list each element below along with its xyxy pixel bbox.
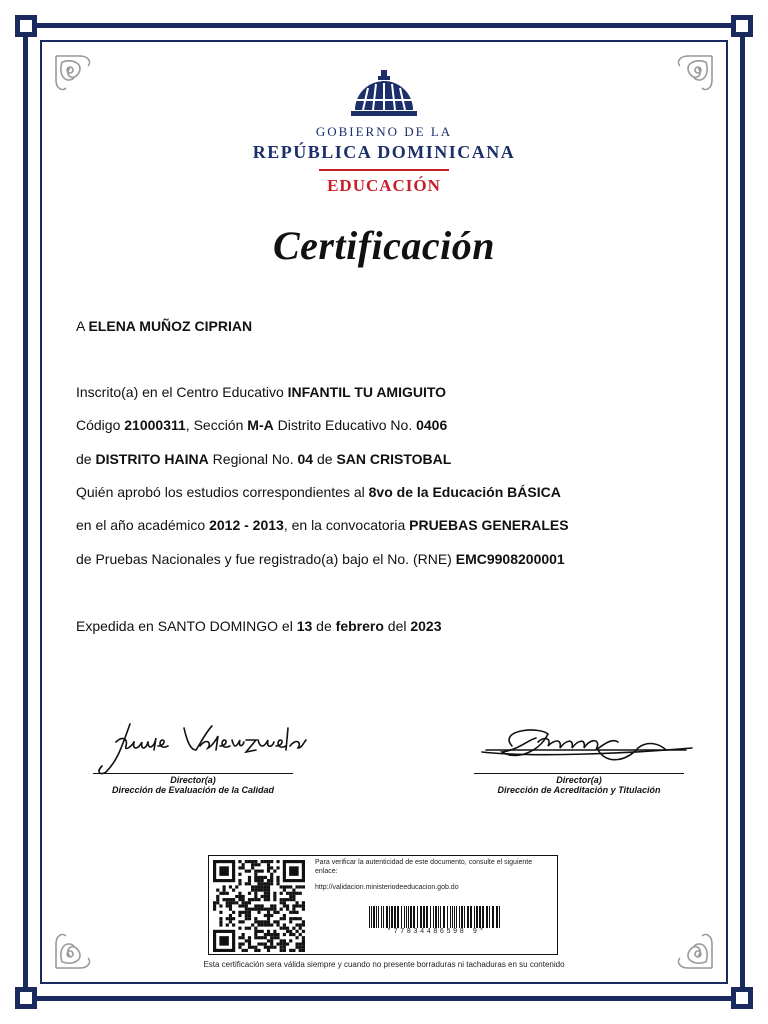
recipient-name: ELENA MUÑOZ CIPRIAN (88, 318, 253, 334)
verification-url[interactable]: http://validacion.ministeriodeeducacion.gob.do (315, 884, 459, 891)
text-segment: de (313, 451, 337, 467)
district-name: DISTRITO HAINA (95, 451, 209, 467)
text-segment: , en la convocatoria (283, 517, 410, 533)
school-name: INFANTIL TU AMIGUITO (287, 384, 447, 400)
signature-title: Director(a) (170, 775, 216, 785)
issue-date-line (76, 618, 442, 634)
text-segment: Quién aprobó los estudios correspondientes al (76, 484, 369, 500)
signature-right (478, 720, 698, 770)
text-segment: Regional No. (208, 451, 298, 467)
government-line: GOBIERNO DE LA (315, 124, 453, 139)
text-segment: Inscrito(a) en el Centro Educativo (76, 384, 288, 400)
district-number: 0406 (416, 417, 448, 433)
body-line-1 (76, 384, 446, 400)
academic-year: 2012 - 2013 (209, 517, 284, 533)
education-level: 8vo de la Educación BÁSICA (368, 484, 561, 500)
signature-department: Dirección de Evaluación de la Calidad (111, 785, 275, 795)
body-line-2 (76, 417, 447, 433)
validity-footnote: Esta certificación sera válida siempre y cuando no presente borraduras ni tachaduras en su contenido (203, 960, 565, 969)
signature-role-left (93, 775, 293, 795)
regional-number: 04 (297, 451, 314, 467)
dome-icon (349, 70, 419, 118)
corner-square-br (731, 987, 753, 1009)
logo-divider (319, 169, 449, 171)
school-code: 21000311 (124, 417, 186, 433)
signature-rule-right (474, 773, 684, 774)
rne-number: EMC9908200001 (455, 551, 565, 567)
barcode-number: *77834486598 9* (386, 928, 486, 936)
text-segment: Expedida en SANTO DOMINGO el (76, 618, 297, 634)
regional-name: SAN CRISTOBAL (336, 451, 452, 467)
text-segment: del (383, 618, 411, 634)
text-segment: Distrito Educativo No. (273, 417, 417, 433)
verification-text: Para verificar la autenticidad de este documento, consulte el siguiente enlace: (315, 859, 533, 875)
corner-square-tl (15, 15, 37, 37)
corner-square-tr (731, 15, 753, 37)
signature-title: Director(a) (556, 775, 602, 785)
ministry-line: EDUCACIÓN (327, 176, 441, 195)
body-line-5 (76, 517, 569, 533)
verification-box (208, 855, 558, 955)
text-segment: de (76, 451, 96, 467)
government-logo (0, 70, 768, 196)
body-line-4 (76, 484, 561, 500)
recipient-line (76, 318, 252, 334)
qr-code-icon[interactable] (213, 860, 305, 952)
text-segment: de Pruebas Nacionales y fue registrado(a) bajo el No. (RNE) (76, 551, 456, 567)
text-segment: , Sección (185, 417, 248, 433)
exam-call: PRUEBAS GENERALES (409, 517, 569, 533)
section: M-A (247, 417, 274, 433)
text-segment: Código (76, 417, 125, 433)
certificate-title: Certificación (272, 223, 496, 268)
text-segment: en el año académico (76, 517, 210, 533)
barcode (369, 906, 504, 928)
signature-department: Dirección de Acreditación y Titulación (497, 785, 661, 795)
text-segment: de (312, 618, 336, 634)
recipient-prefix: A (76, 318, 85, 334)
corner-square-bl (15, 987, 37, 1009)
signature-rule-left (93, 773, 293, 774)
issue-month: febrero (335, 618, 384, 634)
body-line-3 (76, 451, 451, 467)
issue-year: 2023 (410, 618, 442, 634)
issue-day: 13 (296, 618, 313, 634)
country-line: REPÚBLICA DOMINICANA (252, 142, 516, 162)
body-line-6 (76, 551, 565, 567)
signature-left (88, 716, 308, 778)
signature-role-right (474, 775, 684, 795)
